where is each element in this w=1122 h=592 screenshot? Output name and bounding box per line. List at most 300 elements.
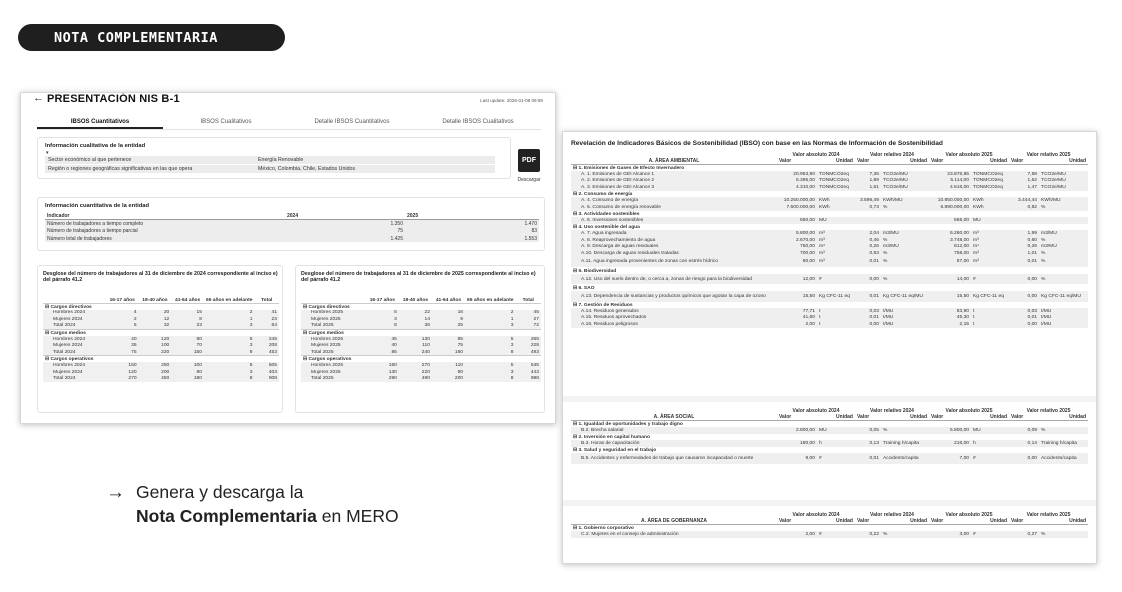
col-group-header: Valor absoluto 2024 <box>792 152 840 158</box>
collapse-icon[interactable]: ⊟ <box>45 330 51 336</box>
indicator-value: m3/MU <box>1039 230 1088 237</box>
tab-4[interactable]: Detalle IBSOS Cualitativos <box>442 119 514 125</box>
col-header: Indicador <box>45 212 285 220</box>
page-title: PRESENTACIÓN NIS B-1 <box>47 93 180 105</box>
group-name <box>43 303 279 310</box>
group-row[interactable] <box>43 329 279 336</box>
indicator-name: A. 1. Emisiones de GEI Alcance 1 <box>571 171 777 178</box>
collapse-icon[interactable]: ⊟ <box>573 225 579 231</box>
section-divider <box>563 500 1097 506</box>
back-arrow-icon[interactable]: ← <box>33 92 44 104</box>
indicator-value: % <box>881 274 929 285</box>
indicator-value: 2,00 <box>777 321 817 328</box>
col-group-header: Valor relativo 2024 <box>870 512 914 518</box>
group-label: Cargos operativos <box>50 357 94 363</box>
indicator-name: A. 3. Emisiones de GEI Alcance 3 <box>571 184 777 191</box>
group-name <box>571 191 1088 198</box>
table-cell: 240 <box>399 349 432 356</box>
qualitative-card <box>37 137 511 179</box>
indicator-value: 3.596,49 <box>855 197 881 204</box>
col-header: Unidad <box>971 414 1009 421</box>
indicator-value: # <box>817 531 855 538</box>
dashboard-header <box>21 93 555 107</box>
indicator-value: t <box>817 321 855 328</box>
indicator-value: % <box>881 204 929 211</box>
table-cell: 493 <box>516 349 542 356</box>
table-row <box>301 369 541 376</box>
indicator-row <box>571 321 1088 328</box>
col-header: Valor <box>777 158 817 165</box>
collapse-icon[interactable]: ⊟ <box>573 526 579 532</box>
indicator-row <box>571 217 1088 224</box>
indicator-value: TONMCO2eq <box>971 171 1009 178</box>
indicator-name: A. 7. Agua ingresada <box>571 230 777 237</box>
quantitative-card <box>37 197 545 251</box>
indicator-value: TONMCO2eq <box>971 178 1009 185</box>
indicator-value: 1,89 <box>855 178 881 185</box>
table-cell: 3 <box>465 323 515 330</box>
indicator-value: 1,47 <box>1009 184 1039 191</box>
table-cell: 8 <box>204 376 254 383</box>
indicator-value: 665,00 <box>929 217 971 224</box>
dashboard-screenshot <box>20 92 556 424</box>
indicator-value <box>855 217 881 224</box>
col-group-header: Valor absoluto 2025 <box>945 408 993 414</box>
group-row[interactable] <box>571 191 1088 198</box>
table-row <box>301 349 541 356</box>
indicator-name: A.10. Descarga de aguas residuales tratadas <box>571 250 777 257</box>
qualitative-row <box>45 156 495 164</box>
table-cell: Hombres 2024 <box>43 336 106 343</box>
table-cell: 220 <box>139 349 172 356</box>
indicator-name: A. 4. Consumo de energía <box>571 197 777 204</box>
group-row[interactable] <box>43 303 279 310</box>
table-cell: Mujeres 2024 <box>43 316 106 323</box>
indicator-value: 180,00 <box>777 440 817 447</box>
table-cell: 6 <box>106 323 139 330</box>
indicator-value: 0,09 <box>1009 427 1039 434</box>
indicator-value: 5.800,00 <box>929 427 971 434</box>
col-header: Valor <box>855 414 881 421</box>
ibso-section-table <box>571 152 1088 328</box>
indicator-value: KWh/MU <box>1039 197 1088 204</box>
table-cell: 12 <box>139 316 172 323</box>
col-header: Unidad <box>817 158 855 165</box>
group-row[interactable] <box>43 356 279 363</box>
table-row <box>43 362 279 369</box>
indicator-value: % <box>1039 427 1088 434</box>
table-row <box>43 310 279 317</box>
group-label: 1. Gobierno corporativo <box>578 526 634 532</box>
col-header: 41-64 años <box>174 297 201 303</box>
col-header: Valor <box>777 414 817 421</box>
indicator-value: m³ <box>971 257 1009 268</box>
table-cell: 27 <box>516 316 542 323</box>
table-cell: 35 <box>106 343 139 350</box>
table-cell: 41 <box>254 310 279 317</box>
table-cell: 160 <box>432 349 465 356</box>
table-cell: 75 <box>432 343 465 350</box>
table-cell: 64 <box>254 323 279 330</box>
indicator-value: 0,00 <box>1009 274 1039 285</box>
table-cell: 45 <box>366 336 399 343</box>
group-row[interactable] <box>571 165 1088 172</box>
collapse-icon[interactable]: ⊟ <box>573 302 579 308</box>
indicator-value: 1,01 <box>1009 250 1039 257</box>
col-group-header: Valor relativo 2025 <box>1026 512 1071 518</box>
indicator-value: % <box>1039 237 1088 244</box>
table-cell: 245 <box>254 336 279 343</box>
col-header: Valor <box>929 158 971 165</box>
table-cell: 130 <box>366 369 399 376</box>
indicator-value: 7,35 <box>855 171 881 178</box>
table-cell: 25 <box>432 323 465 330</box>
indicator-name: A. 6. Inversiones sostenibles <box>571 217 777 224</box>
indicator-value: # <box>817 453 855 464</box>
indicator-value: 7,58 <box>1009 171 1039 178</box>
indicator-value: Accidents/capita <box>1039 453 1088 464</box>
indicator-value: t <box>971 315 1009 322</box>
table-row <box>43 316 279 323</box>
indicator-value: 750,00 <box>777 244 817 251</box>
col-header: Unidad <box>1039 414 1088 421</box>
table-cell: 40 <box>106 336 139 343</box>
collapse-icon[interactable]: ⊟ <box>573 192 579 198</box>
table-cell: 1 <box>465 316 515 323</box>
indicator-value: TONMCO2eq <box>817 171 855 178</box>
indicator-value: 83,90 <box>929 308 971 315</box>
collapse-icon[interactable]: ⊟ <box>573 434 579 440</box>
indicator-value: 0,00 <box>1009 453 1039 464</box>
indicator-value: TCO2e/MU <box>1039 178 1088 185</box>
table-cell: 8 <box>465 376 515 383</box>
col-header: Unidad <box>971 158 1009 165</box>
group-label: 6. SAO <box>578 285 595 291</box>
table-row <box>43 376 279 383</box>
table-cell: Hombres 2025 <box>301 310 366 317</box>
collapse-icon[interactable]: ⊟ <box>303 357 309 363</box>
indicator-name: A.14. Residuos generados <box>571 308 777 315</box>
indicator-row <box>571 204 1088 211</box>
indicator-value: m3/MU <box>881 230 929 237</box>
indicator-name: C.2. Mujeres en el consejo de administración <box>571 531 777 538</box>
collapse-icon[interactable]: ⊟ <box>573 422 579 428</box>
table-cell: 16 <box>432 310 465 317</box>
collapse-icon[interactable]: ⊟ <box>573 211 579 217</box>
section-name: A. ÁREA DE GOBERNANZA <box>571 518 777 525</box>
indicator-value: m³ <box>971 230 1009 237</box>
table-cell: 1.425 <box>285 235 405 243</box>
ibso-section-table <box>571 408 1088 464</box>
table-cell: 100 <box>171 362 204 369</box>
group-row[interactable] <box>571 267 1088 274</box>
caption-suffix: en MERO <box>316 506 399 526</box>
indicator-value: 41,60 <box>777 315 817 322</box>
group-row[interactable] <box>571 211 1088 218</box>
group-label: 3. Actividades sostenibles <box>578 211 640 217</box>
collapse-icon[interactable]: ⊟ <box>573 166 579 172</box>
indicator-value: 0,03 <box>855 308 881 315</box>
indicator-value: m³ <box>817 250 855 257</box>
indicator-value: 1,99 <box>1009 230 1039 237</box>
indicator-value: 0,60 <box>1009 237 1039 244</box>
indicator-value: Kg CFC-11 eq/MU <box>881 291 929 302</box>
col-header: Unidad <box>817 518 855 525</box>
indicator-value: 0,00 <box>855 321 881 328</box>
group-row[interactable] <box>571 284 1088 291</box>
collapse-icon[interactable]: ⊟ <box>303 330 309 336</box>
table-cell: Mujeres 2024 <box>43 369 106 376</box>
indicator-name: B.3. Horas de capacitación <box>571 440 777 447</box>
group-row[interactable] <box>301 329 541 336</box>
indicator-row <box>571 237 1088 244</box>
col-header: 16-17 años <box>369 297 395 303</box>
indicator-value: Training h/capita <box>1039 440 1088 447</box>
indicator-row <box>571 315 1088 322</box>
indicator-row <box>571 178 1088 185</box>
table-cell: Total 2024 <box>43 323 106 330</box>
indicator-row <box>571 291 1088 302</box>
indicator-value: 14,00 <box>929 274 971 285</box>
header-row <box>301 290 541 303</box>
col-header: Unidad <box>881 158 929 165</box>
indicator-value: t <box>971 321 1009 328</box>
tab-2[interactable]: IBSOS Cualitativos <box>200 119 252 125</box>
table-cell: 270 <box>399 362 432 369</box>
indicator-value: t <box>817 308 855 315</box>
table-cell: 110 <box>432 362 465 369</box>
table-cell: 32 <box>139 323 172 330</box>
table-row <box>43 369 279 376</box>
indicator-value <box>881 217 929 224</box>
indicator-value: TONMCO2eq <box>817 178 855 185</box>
tab-3[interactable]: Detalle IBSOS Cuantitativos <box>314 119 390 125</box>
indicator-name: A. 8. Reaprovechamiento de agua <box>571 237 777 244</box>
indicator-value: % <box>881 427 929 434</box>
table-cell: 150 <box>171 349 204 356</box>
indicator-value: h <box>971 440 1009 447</box>
table-cell: 3 <box>204 343 254 350</box>
indicator-value: TCO2e/MU <box>881 178 929 185</box>
indicator-value: # <box>971 531 1009 538</box>
caption-line-1: Genera y descarga la <box>136 482 304 502</box>
table-cell: Hombres 2024 <box>43 362 106 369</box>
indicator-row <box>571 184 1088 191</box>
indicator-value: % <box>881 257 929 268</box>
collapse-icon[interactable]: ⊟ <box>45 304 51 310</box>
indicator-value: 15,50 <box>777 291 817 302</box>
table-row <box>301 376 541 383</box>
collapse-icon[interactable]: ⊟ <box>573 285 579 291</box>
breakdown-table <box>43 290 279 382</box>
indicator-value: m³ <box>817 244 855 251</box>
group-name <box>301 356 541 363</box>
group-row[interactable] <box>571 302 1088 309</box>
table-cell: 228 <box>516 343 542 350</box>
table-row <box>45 220 539 228</box>
group-row[interactable] <box>571 421 1088 428</box>
indicator-value: 0,03 <box>1009 308 1039 315</box>
indicator-value: t/MU <box>881 321 929 328</box>
table-cell: 2 <box>204 310 254 317</box>
qualitative-value: México, Colombia, Chile, Estados Unidos <box>258 166 356 172</box>
collapse-icon[interactable]: ⊟ <box>45 357 51 363</box>
indicator-row <box>571 440 1088 447</box>
col-header: 18-40 años <box>142 297 168 303</box>
indicator-value: 3,00 <box>929 531 971 538</box>
indicator-value: Kg CFC-11 eq/MU <box>1039 291 1088 302</box>
quantitative-title: Información cuantitativa de la entidad <box>45 203 150 209</box>
group-name <box>43 356 279 363</box>
indicator-name: A.15. Residuos aprovechados <box>571 315 777 322</box>
qualitative-label: Región o regiones geográficas significativas en las que opera <box>48 166 193 172</box>
group-row[interactable] <box>571 447 1088 454</box>
breakdown-title: Desglose del número de trabajadores al 31 de diciembre de 2025 correspondiente al inciso e) del párrafo 41.2 <box>301 271 536 284</box>
indicator-value <box>1009 217 1039 224</box>
group-label: 1. Igualdad de oportunidades y trabajo digno <box>578 422 683 428</box>
table-cell: 130 <box>399 336 432 343</box>
table-cell: 3 <box>465 343 515 350</box>
collapse-icon[interactable]: ⊟ <box>573 268 579 274</box>
group-name <box>571 267 1088 274</box>
table-cell: 988 <box>516 376 542 383</box>
report-title: Revelación de Indicadores Básicos de Sostenibilidad (IBSO) con base en las Normas de Información de Sostenibilidad <box>571 140 943 147</box>
group-row[interactable] <box>571 434 1088 441</box>
col-header <box>301 290 366 303</box>
breakdown-table <box>301 290 541 382</box>
col-header: Total <box>261 297 273 303</box>
indicator-value: 5.114,00 <box>929 178 971 185</box>
indicator-value: 0,14 <box>1009 440 1039 447</box>
indicator-row <box>571 453 1088 464</box>
indicator-value: 0,22 <box>855 531 881 538</box>
group-name <box>571 224 1088 231</box>
indicator-value: 15,50 <box>929 291 971 302</box>
indicator-row <box>571 250 1088 257</box>
indicator-value: 9,00 <box>777 453 817 464</box>
indicator-value: % <box>881 531 929 538</box>
table-cell: 200 <box>139 369 172 376</box>
indicator-value: 0,01 <box>1009 315 1039 322</box>
qualitative-label: Sector económico al que pertenece <box>48 157 132 163</box>
group-row[interactable] <box>571 224 1088 231</box>
indicator-value: % <box>1039 274 1088 285</box>
indicator-value: 0,13 <box>855 440 881 447</box>
table-row <box>301 323 541 330</box>
indicator-value: 3.444,44 <box>1009 197 1039 204</box>
table-cell: 9 <box>432 316 465 323</box>
table-cell: 80 <box>171 336 204 343</box>
table-cell: 15 <box>171 310 204 317</box>
table-cell: 8 <box>171 316 204 323</box>
indicator-value: t/MU <box>1039 308 1088 315</box>
col-group-header: Valor relativo 2025 <box>1026 152 1071 158</box>
indicator-value: 650,00 <box>777 217 817 224</box>
breakdown-card-2025 <box>295 265 545 413</box>
indicator-value: m3/MU <box>881 244 929 251</box>
group-row[interactable] <box>301 356 541 363</box>
indicator-value: h <box>817 440 855 447</box>
indicator-value: 77,71 <box>777 308 817 315</box>
group-row[interactable] <box>571 525 1088 532</box>
table-cell: 22 <box>399 310 432 317</box>
col-header: 2024 <box>285 212 405 220</box>
indicator-value: KWh <box>971 197 1009 204</box>
indicator-value: 0,00 <box>855 274 881 285</box>
last-update-label: Last update: 2026-01-08 09:59 <box>480 98 543 103</box>
indicator-value: # <box>971 274 1009 285</box>
indicator-value: % <box>1039 257 1088 268</box>
table-cell: 8 <box>204 349 254 356</box>
indicator-value: 6.890.000,00 <box>929 204 971 211</box>
collapse-icon[interactable]: ⊟ <box>573 448 579 454</box>
table-row <box>45 227 539 235</box>
indicator-value: KWh <box>817 204 855 211</box>
table-cell: 120 <box>139 336 172 343</box>
table-cell: 75 <box>285 227 405 235</box>
col-header: 65 años en adelante <box>467 297 514 303</box>
table-row <box>45 235 539 243</box>
table-cell: 208 <box>254 343 279 350</box>
indicator-value: 2,04 <box>855 230 881 237</box>
col-header: Unidad <box>971 518 1009 525</box>
ibso-report-screenshot <box>562 131 1097 564</box>
table-cell: 2 <box>465 310 515 317</box>
indicator-value: m3/MU <box>1039 244 1088 251</box>
col-group-header: Valor absoluto 2025 <box>945 152 993 158</box>
indicator-value: 0,73 <box>855 204 881 211</box>
table-cell: 83 <box>405 227 539 235</box>
table-cell: 100 <box>139 343 172 350</box>
tab-1[interactable]: IBSOS Cuantitativos <box>37 113 163 129</box>
table-cell: 90 <box>432 369 465 376</box>
indicator-value: t <box>817 315 855 322</box>
col-header <box>43 290 106 303</box>
indicator-value: m³ <box>971 250 1009 257</box>
group-label: Cargos medios <box>50 330 86 336</box>
indicator-value: m³ <box>971 237 1009 244</box>
col-header: Valor <box>1009 414 1039 421</box>
indicator-value: 5.800,00 <box>777 230 817 237</box>
col-header: Unidad <box>881 414 929 421</box>
group-row[interactable] <box>301 303 541 310</box>
group-label: Cargos operativos <box>308 357 352 363</box>
indicator-value: 0,00 <box>1009 291 1039 302</box>
pdf-download-button[interactable] <box>515 149 543 183</box>
quantitative-table <box>45 212 539 242</box>
group-label: 3. Salud y seguridad en el trabajo <box>578 448 657 454</box>
table-cell: 5 <box>366 310 399 317</box>
indicator-name: A. 9. Descarga de aguas residuales <box>571 244 777 251</box>
indicator-row <box>571 427 1088 434</box>
indicator-value: 3.748,00 <box>929 237 971 244</box>
indicator-name: A. 5. Consumo de energía renovable <box>571 204 777 211</box>
tab-bar <box>37 113 541 130</box>
group-label: 1. Emisiones de Gases de Efecto Invernadero <box>578 166 685 172</box>
indicator-value: MU <box>817 217 855 224</box>
col-group-header: Valor absoluto 2024 <box>792 512 840 518</box>
indicator-value: 2.800,00 <box>777 427 817 434</box>
indicator-value: KWh/MU <box>881 197 929 204</box>
indicator-value: 0,82 <box>1009 204 1039 211</box>
collapse-icon[interactable]: ⊟ <box>303 304 309 310</box>
group-name <box>43 329 279 336</box>
table-cell: 450 <box>139 376 172 383</box>
group-label: Cargos directivos <box>50 304 92 310</box>
table-cell: 160 <box>366 362 399 369</box>
table-row <box>43 343 279 350</box>
indicator-value: # <box>817 274 855 285</box>
